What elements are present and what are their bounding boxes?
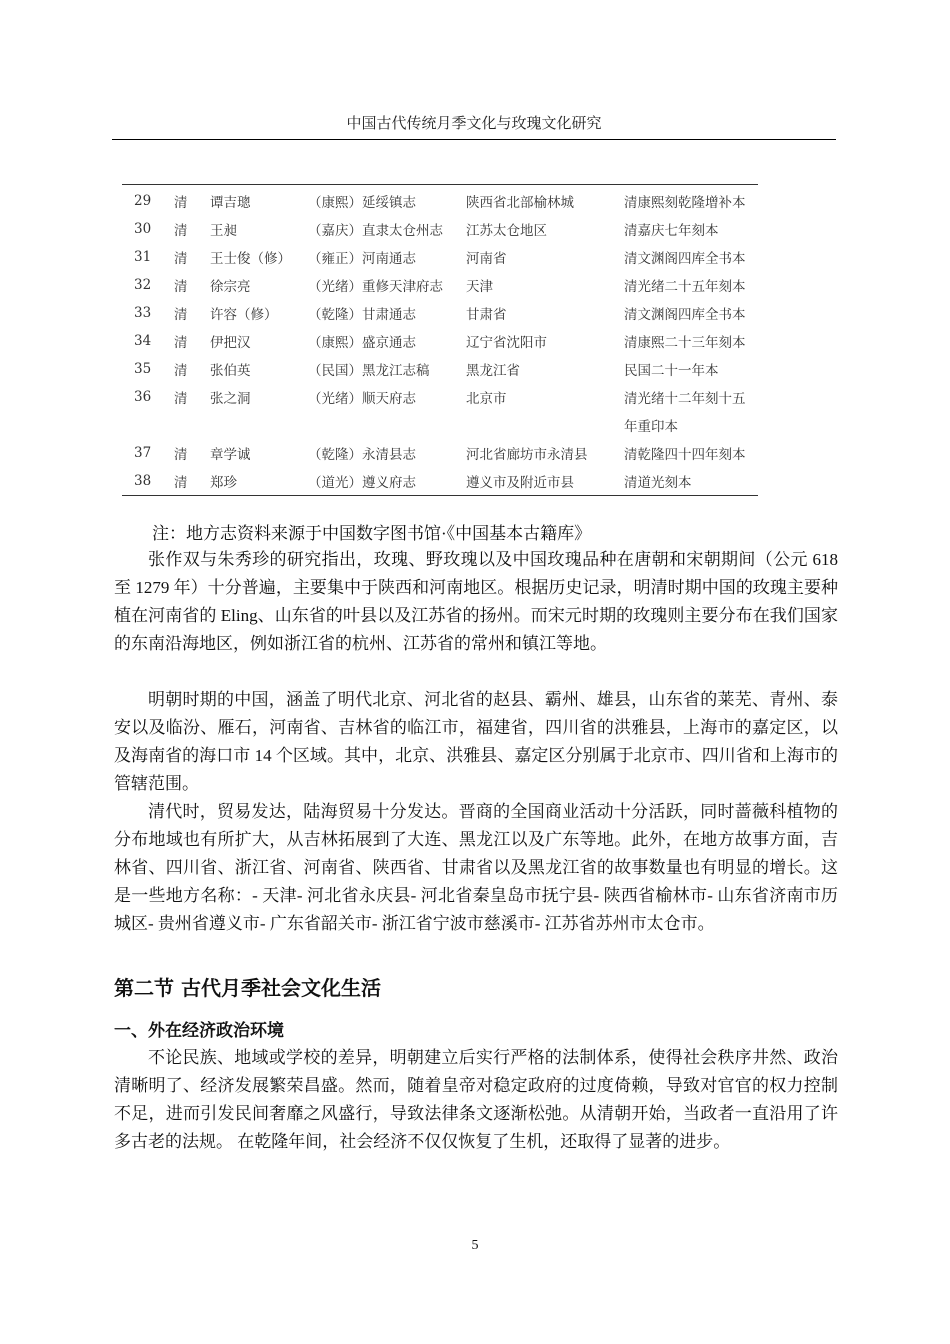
table-row — [122, 185, 758, 216]
table-cell-gazetteer-title — [308, 411, 466, 439]
table-cell-author: 张之洞 — [210, 391, 251, 407]
table-cell-row-number: 34 — [134, 333, 152, 349]
table-cell-region: 黑龙江省 — [466, 363, 520, 379]
table-row — [122, 299, 758, 327]
table-cell-dynasty: 清 — [174, 307, 188, 323]
table-cell-row-number: 37 — [134, 445, 152, 461]
table-cell-gazetteer-title: （康熙）盛京通志 — [308, 335, 416, 351]
table-cell-edition: 清康熙刻乾隆增补本 — [624, 195, 746, 211]
table-cell-dynasty: 清 — [174, 251, 188, 267]
paragraph-ming-regions: 明朝时期的中国，涵盖了明代北京、河北省的赵县、霸州、雄县，山东省的莱芜、青州、泰安以及临汾、雁石，河南省、吉林省的临江市，福建省，四川省的洪雅县，上海市的嘉定区，以及海南省的海口市 14 个区域。其中，北京、洪雅县、嘉定区分别属于北京市、四川省和上海市的管辖范围。 — [114, 690, 838, 793]
table-cell-dynasty: 清 — [174, 475, 188, 491]
table-cell-edition: 民国二十一年本 — [624, 363, 719, 379]
paragraph-qing-trade: 清代时，贸易发达，陆海贸易十分发达。晋商的全国商业活动十分活跃，同时蔷薇科植物的分布地域也有所扩大，从吉林拓展到了大连、黑龙江以及广东等地。此外，在地方故事方面，吉林省、四川省、浙江省、河南省、陕西省、甘肃省以及黑龙江省的故事数量也有明显的增长。这是一些地方名称：- 天津- 河北省永庆县- 河北省秦皇岛市抚宁县- 陕西省榆林市- 山东省济南市历城区- 贵州省遵义市- 广东省韶关市- 浙江省宁波市慈溪市- 江苏省苏州市太仓市。 — [114, 802, 838, 933]
table-row — [122, 215, 758, 243]
table-cell-row-number: 29 — [134, 193, 152, 209]
table-cell-region: 陕西省北部榆林城 — [466, 195, 574, 211]
table-cell-region: 遵义市及附近市县 — [466, 475, 574, 491]
table-cell-author: 许容（修） — [210, 307, 278, 323]
table-cell-dynasty: 清 — [174, 223, 188, 239]
paragraph-rose-distribution: 张作双与朱秀珍的研究指出，玫瑰、野玫瑰以及中国玫瑰品种在唐朝和宋朝期间（公元 618 至 1279 年）十分普遍，主要集中于陕西和河南地区。根据历史记录，明清时期中国的玫瑰主要种植在河南省的 Eling、山东省的叶县以及江苏省的扬州。而宋元时期的玫瑰则主要分布在我们国家的东南沿海地区，例如浙江省的杭州、江苏省的常州和镇江等地。 — [114, 550, 838, 653]
table-cell-edition: 清文渊阁四库全书本 — [624, 251, 746, 267]
table-cell-row-number — [122, 411, 174, 439]
table-cell-author: 章学诚 — [210, 447, 251, 463]
table-cell-gazetteer-title: （乾隆）永清县志 — [308, 447, 416, 463]
table-cell-edition: 清道光刻本 — [624, 475, 692, 491]
table-cell-edition: 清乾隆四十四年刻本 — [624, 447, 746, 463]
table-cell-dynasty: 清 — [174, 279, 188, 295]
table-row — [122, 327, 758, 355]
table-cell-author: 张伯英 — [210, 363, 251, 379]
table-cell-row-number: 35 — [134, 361, 152, 377]
table-cell-author: 郑珍 — [210, 475, 237, 491]
table-row — [122, 467, 758, 496]
table-cell-edition: 清文渊阁四库全书本 — [624, 307, 746, 323]
table-cell-dynasty: 清 — [174, 195, 188, 211]
table-cell-dynasty: 清 — [174, 447, 188, 463]
table-row — [122, 411, 758, 439]
table-row — [122, 355, 758, 383]
table-cell-gazetteer-title: （道光）遵义府志 — [308, 475, 416, 491]
table-cell-dynasty: 清 — [174, 335, 188, 351]
table-cell-region: 江苏太仓地区 — [466, 223, 547, 239]
table-cell-dynasty: 清 — [174, 363, 188, 379]
table-cell-gazetteer-title: （嘉庆）直隶太仓州志 — [308, 223, 443, 239]
table-cell-author: 王昶 — [210, 223, 237, 239]
table-cell-region: 天津 — [466, 279, 493, 295]
table-cell-author: 徐宗亮 — [210, 279, 251, 295]
table-cell-region: 河北省廊坊市永清县 — [466, 447, 588, 463]
table-cell-edition: 清光绪十二年刻十五 — [624, 391, 746, 407]
table-row — [122, 383, 758, 411]
table-cell-edition: 年重印本 — [624, 419, 678, 435]
table-cell-edition: 清康熙二十三年刻本 — [624, 335, 746, 351]
table-cell-region: 北京市 — [466, 391, 507, 407]
table-cell-region: 辽宁省沈阳市 — [466, 335, 547, 351]
table-cell-gazetteer-title: （光绪）重修天津府志 — [308, 279, 443, 295]
gazetteer-table — [122, 184, 758, 496]
table-cell-author — [210, 411, 308, 439]
table-cell-region — [466, 411, 624, 439]
running-header: 中国古代传统月季文化与玫瑰文化研究 — [112, 112, 836, 140]
table-source-note: 注：地方志资料来源于中国数字图书馆·《中国基本古籍库》 — [152, 524, 592, 543]
table-cell-region: 甘肃省 — [466, 307, 507, 323]
table-cell-row-number: 32 — [134, 277, 152, 293]
table-cell-row-number: 33 — [134, 305, 152, 321]
table-cell-region: 河南省 — [466, 251, 507, 267]
section-heading: 第二节 古代月季社会文化生活 — [114, 976, 381, 1000]
table-cell-gazetteer-title: （民国）黑龙江志稿 — [308, 363, 430, 379]
table-row — [122, 243, 758, 271]
table-cell-gazetteer-title: （康熙）延绥镇志 — [308, 195, 416, 211]
table-cell-gazetteer-title: （光绪）顺天府志 — [308, 391, 416, 407]
table-cell-author: 伊把汉 — [210, 335, 251, 351]
table-cell-dynasty — [174, 411, 210, 439]
table-cell-edition: 清光绪二十五年刻本 — [624, 279, 746, 295]
table-cell-row-number: 31 — [134, 249, 152, 265]
table-cell-row-number: 36 — [134, 389, 152, 405]
table-cell-dynasty: 清 — [174, 391, 188, 407]
table-cell-row-number: 30 — [134, 221, 152, 237]
table-cell-author: 谭吉璁 — [210, 195, 251, 211]
subsection-heading: 一、外在经济政治环境 — [114, 1021, 284, 1041]
page-number: 5 — [471, 1238, 479, 1253]
paragraph-economic-environment: 不论民族、地域或学校的差异，明朝建立后实行严格的法制体系，使得社会秩序井然、政治清晰明了、经济发展繁荣昌盛。然而，随着皇帝对稳定政府的过度倚赖，导致对官官的权力控制不足，进而引发民间奢靡之风盛行，导致法律条文逐渐松弛。从清朝开始，当政者一直沿用了许多古老的法规。 在乾隆年间，社会经济不仅仅恢复了生机，还取得了显著的进步。 — [114, 1048, 838, 1151]
table-cell-gazetteer-title: （雍正）河南通志 — [308, 251, 416, 267]
table-row — [122, 271, 758, 299]
table-row — [122, 439, 758, 467]
table-cell-gazetteer-title: （乾隆）甘肃通志 — [308, 307, 416, 323]
table-cell-author: 王士俊（修） — [210, 251, 291, 267]
table-cell-row-number: 38 — [134, 473, 152, 489]
table-cell-edition: 清嘉庆七年刻本 — [624, 223, 719, 239]
